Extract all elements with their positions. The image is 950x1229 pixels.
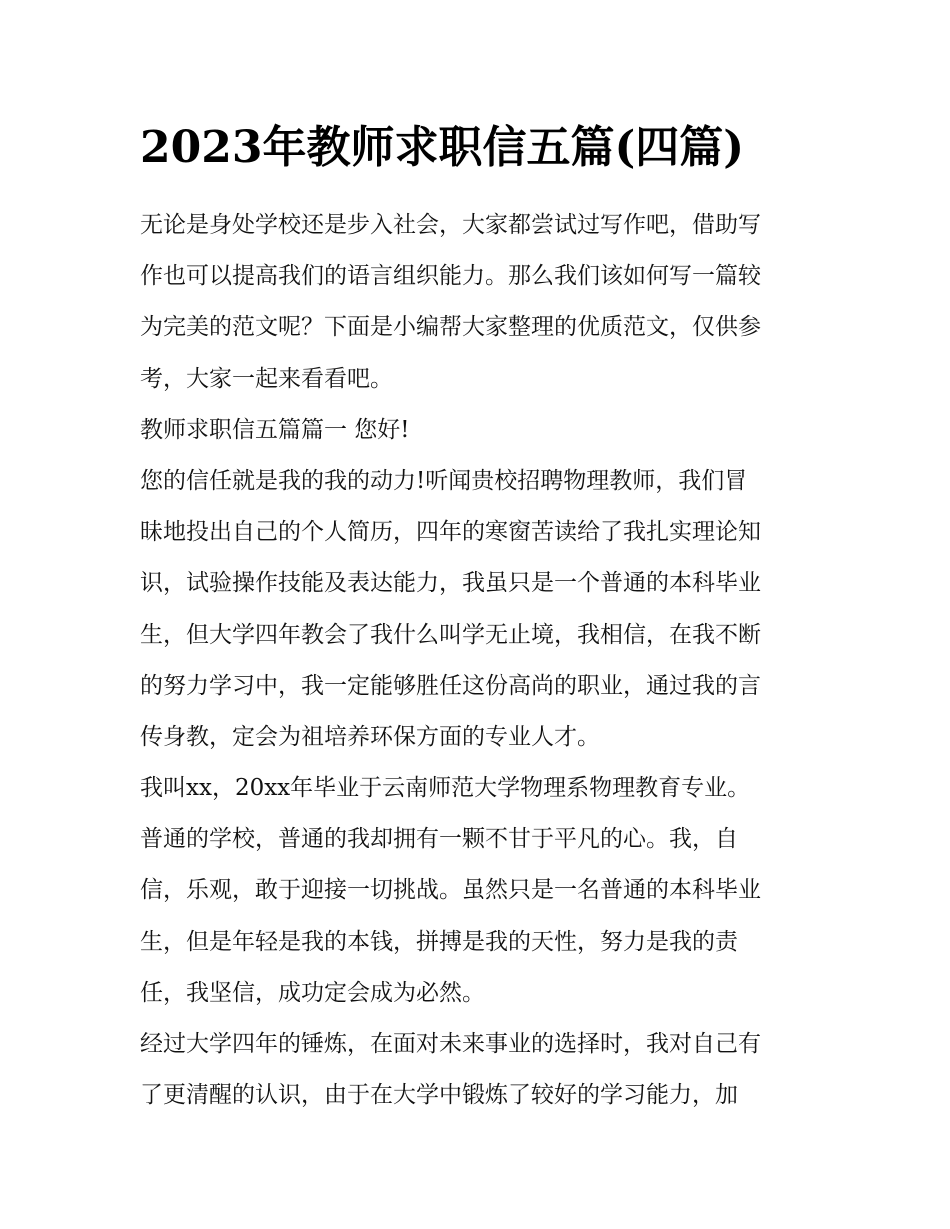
paragraph-heading-one (140, 405, 812, 456)
text-line: 生，但大学四年教会了我什么叫学无止境，我相信，在我不断 (140, 621, 761, 648)
text-line: 我叫xx，20xx年毕业于云南师范大学物理系物理教育专业。 (140, 775, 751, 802)
text-line: 无论是身处学校还是步入社会，大家都尝试过写作吧，借助写 (140, 212, 761, 238)
text-line: 信，乐观，敢于迎接一切挑战。虽然只是一名普通的本科毕业 (140, 877, 761, 904)
text-line: 任，我坚信，成功定会成为必然。 (140, 979, 485, 1006)
text-line: 识，试验操作技能及表达能力，我虽只是一个普通的本科毕业 (140, 570, 761, 597)
text-line: 的努力学习中，我一定能够胜任这份高尚的职业，通过我的言 (140, 672, 761, 699)
document-body (140, 200, 812, 1121)
paragraph-intro (140, 200, 812, 405)
text-line: 传身教，定会为祖培养环保方面的专业人才。 (140, 723, 600, 750)
text-line: 为完美的范文呢？下面是小编帮大家整理的优质范文，仅供参 (140, 314, 761, 341)
paragraph-trust (140, 456, 812, 763)
paragraph-name (140, 763, 812, 814)
paragraph-ordinary (140, 814, 812, 1019)
text-line: 考，大家一起来看看吧。 (140, 365, 393, 392)
text-line: 普通的学校，普通的我却拥有一颗不甘于平凡的心。我，自 (140, 826, 738, 853)
paragraph-university (140, 1019, 812, 1121)
text-line: 教师求职信五篇篇一 您好! (140, 416, 410, 443)
text-line: 经过大学四年的锤炼，在面对未来事业的选择时，我对自己有 (140, 1031, 761, 1057)
text-line: 了更清醒的认识，由于在大学中锻炼了较好的学习能力，加 (140, 1082, 738, 1109)
text-line: 昧地投出自己的个人简历，四年的寒窗苦读给了我扎实理论知 (140, 519, 761, 546)
document-title: 2023年教师求职信五篇(四篇) (140, 122, 745, 173)
text-line: 生，但是年轻是我的本钱，拼搏是我的天性，努力是我的责 (140, 928, 738, 955)
text-line: 作也可以提高我们的语言组织能力。那么我们该如何写一篇较 (140, 263, 761, 290)
text-line: 您的信任就是我的我的动力!听闻贵校招聘物理教师，我们冒 (140, 467, 748, 494)
